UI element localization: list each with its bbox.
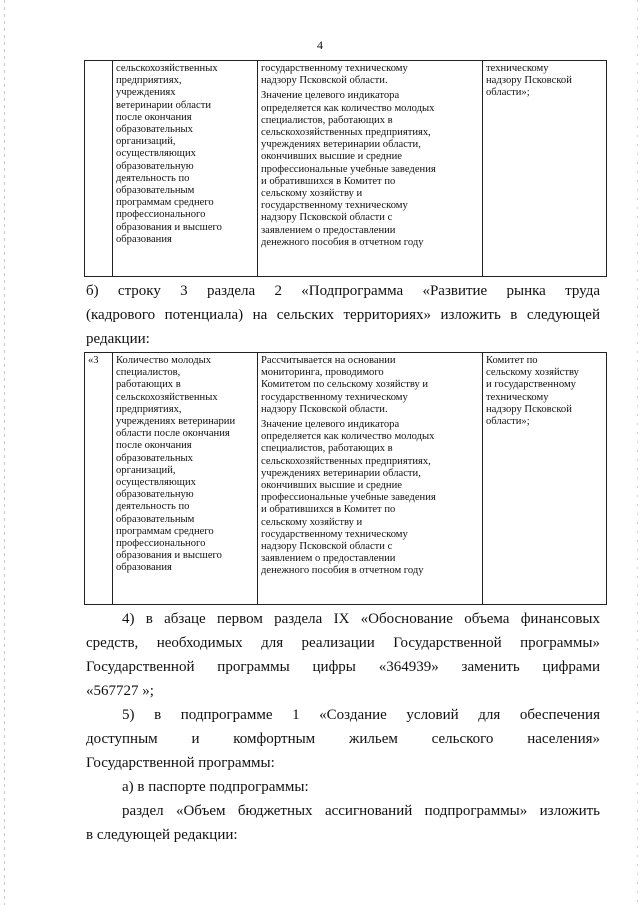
paragraph-4-line-4: «567727 »;	[86, 683, 154, 699]
scan-edge-left	[4, 0, 5, 905]
paragraph-5-line-2: доступным и комфортным жильем сельского населения»	[86, 731, 600, 747]
indicator-table-continued	[84, 60, 607, 277]
paragraph-b-line-1: б) строку 3 раздела 2 «Подпрограмма «Развитие рынка труда	[86, 283, 600, 299]
paragraph-4-line-1: 4) в абзаце первом раздела IX «Обоснование объема финансовых	[122, 611, 600, 627]
paragraph-b-line-3: редакции:	[86, 331, 150, 347]
paragraph-5-line-1: 5) в подпрограмме 1 «Создание условий для обеспечения	[122, 707, 600, 723]
page-number: 4	[317, 38, 323, 52]
cell-indicator-name: Количество молодых специалистов, работающих в сельскохозяйственных предприятиях, учреждениях ветеринарии области после окончания после окончания образовательных организаций, осуществляющих образовательную деятельность по образовательным программам среднего профессионального образования и высшего образования	[113, 353, 258, 605]
cell-indicator-name: сельскохозяйственных предприятиях, учреждениях ветеринарии области после окончания образовательных организаций, осуществляющих образовательную деятельность по образовательным программам среднего профессионального образования и высшего образования	[113, 61, 258, 277]
indicator-table-row-3	[84, 352, 607, 605]
table-row	[85, 61, 607, 277]
paragraph-5-line-3: Государственной программы:	[86, 755, 275, 771]
cell-responsible: техническому надзору Псковской области»;	[483, 61, 607, 277]
cell-responsible: Комитет по сельскому хозяйству и государственному техническому надзору Псковской области»;	[483, 353, 607, 605]
scan-edge-right	[637, 0, 638, 905]
paragraph-section-line-2: в следующей редакции:	[86, 827, 238, 843]
paragraph-b-line-2: (кадрового потенциала) на сельских территориях» изложить в следующей	[86, 307, 600, 323]
cell-number	[85, 61, 113, 277]
paragraph-4-line-3: Государственной программы цифры «364939» заменить цифрами	[86, 659, 600, 675]
paragraph-a-line-1: а) в паспорте подпрограммы:	[122, 779, 309, 795]
paragraph-4-line-2: средств, необходимых для реализации Государственной программы»	[86, 635, 600, 651]
cell-calculation-method: Рассчитывается на основании мониторинга, проводимого Комитетом по сельскому хозяйству и государственному техническому надзору Псковской области. Значение целевого индикатора определяется как количество молодых специалистов, работающих в сельскохозяйственных предприятиях, учреждениях ветеринарии области, окончивших высшие и средние профессиональные учебные заведения и обратившихся в Комитет по сельскому хозяйству и государственному техническому надзору Псковской области с заявлением о предоставлении денежного пособия в отчетном году	[258, 353, 483, 605]
cell-calculation-method: государственному техническому надзору Псковской области. Значение целевого индикатора определяется как количество молодых специалистов, работающих в сельскохозяйственных предприятиях, учреждениях ветеринарии области, окончивших высшие и средние профессиональные учебные заведения и обратившихся в Комитет по сельскому хозяйству и государственному техническому надзору Псковской области с заявлением о предоставлении денежного пособия в отчетном году	[258, 61, 483, 277]
paragraph-section-line-1: раздел «Объем бюджетных ассигнований подпрограммы» изложить	[122, 803, 600, 819]
cell-number: «3	[85, 353, 113, 605]
table-row	[85, 353, 607, 605]
